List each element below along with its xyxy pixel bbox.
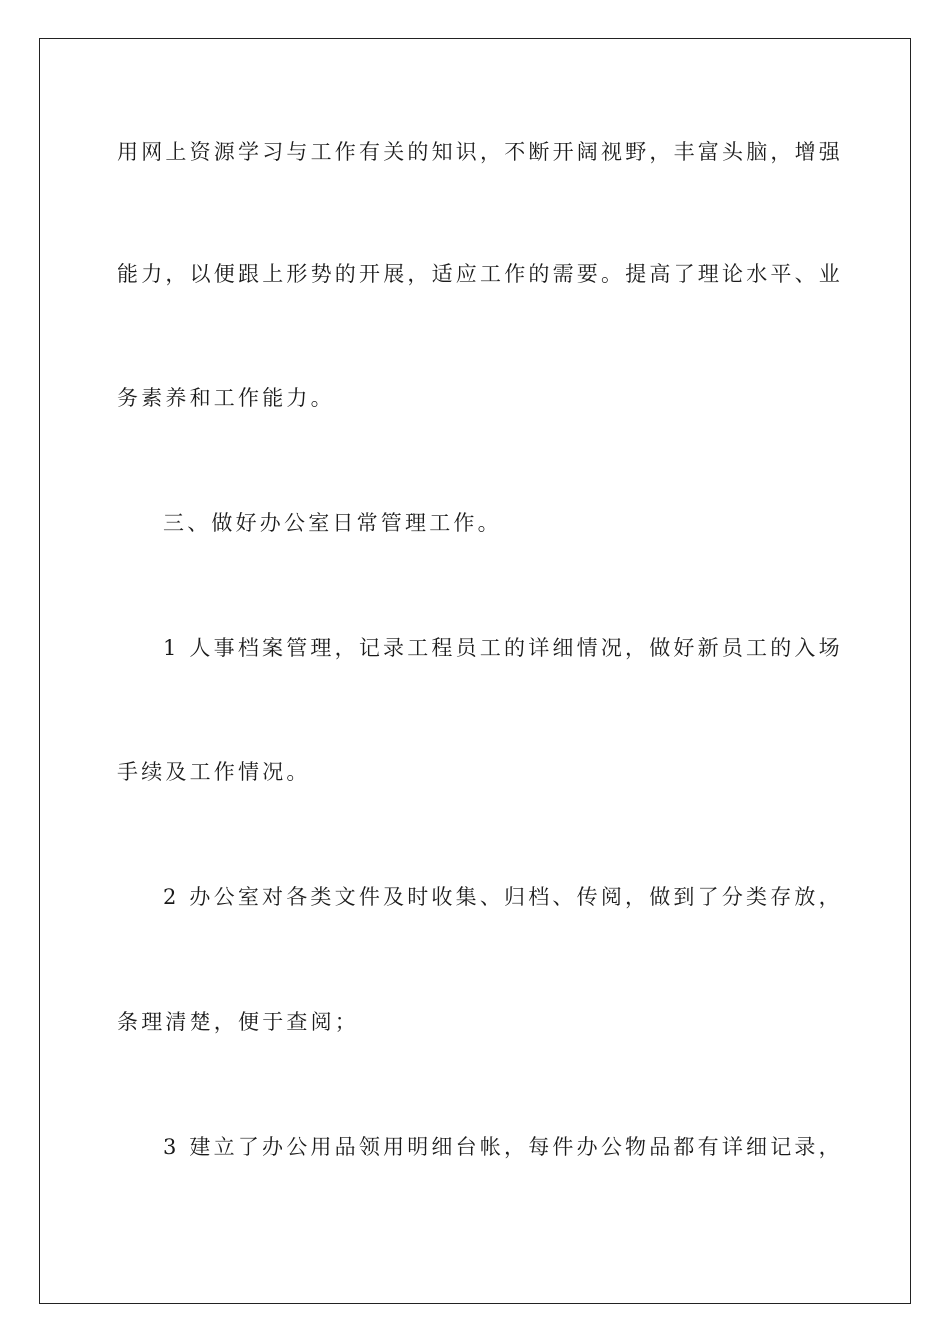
text-line-6: 手续及工作情况。: [117, 760, 311, 784]
text-line-8: 条理清楚，便于查阅；: [117, 1010, 359, 1034]
section-heading: 三、做好办公室日常管理工作。: [163, 511, 502, 535]
page-border: [39, 38, 911, 1304]
text-line-5: 1 人事档案管理，记录工程员工的详细情况，做好新员工的入场: [163, 636, 843, 660]
text-line-7: 2 办公室对各类文件及时收集、归档、传阅，做到了分类存放，: [163, 885, 843, 909]
text-line-1: 用网上资源学习与工作有关的知识，不断开阔视野，丰富头脑，增强: [117, 140, 843, 164]
text-line-9: 3 建立了办公用品领用明细台帐，每件办公物品都有详细记录，: [163, 1135, 843, 1159]
text-line-3: 务素养和工作能力。: [117, 386, 335, 410]
text-line-2: 能力，以便跟上形势的开展，适应工作的需要。提高了理论水平、业: [117, 262, 843, 286]
